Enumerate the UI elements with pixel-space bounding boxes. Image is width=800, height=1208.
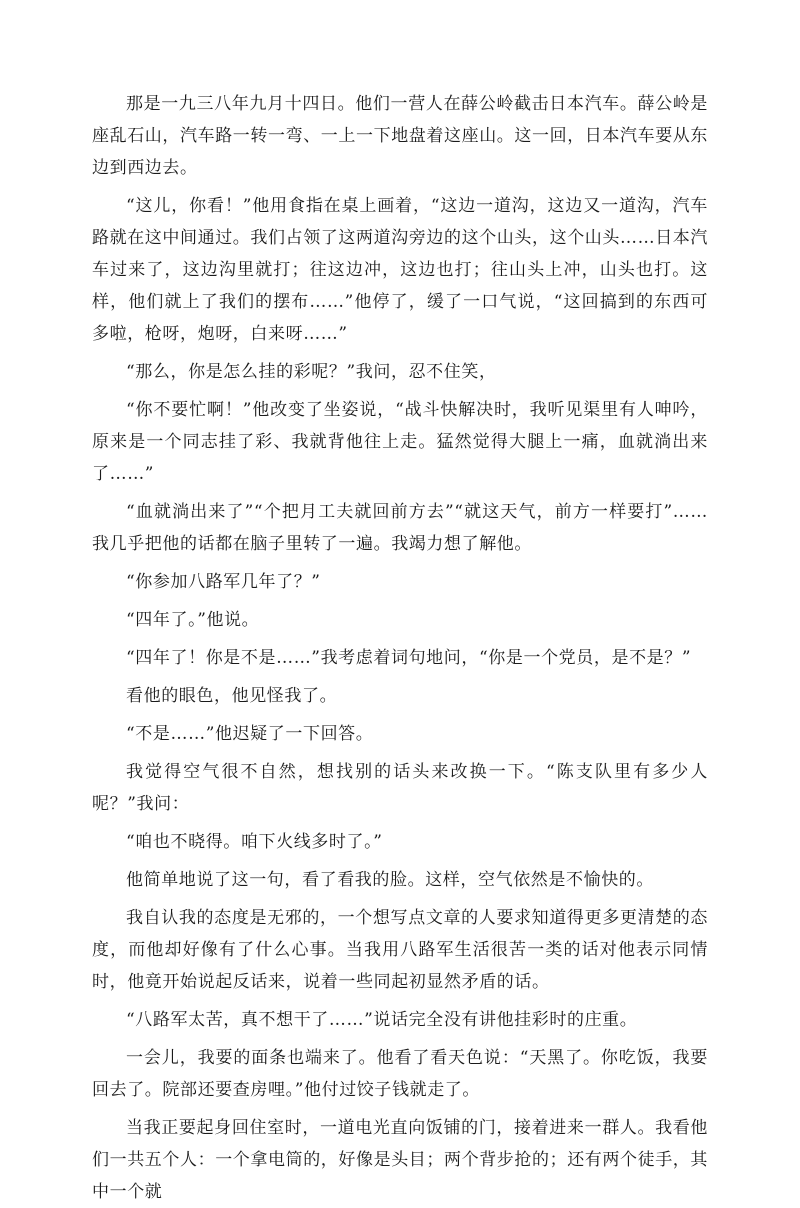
paragraph: “咱也不晓得。咱下火线多时了。” xyxy=(126,832,383,852)
paragraph: “这儿，你看！”他用食指在桌上画着，“这边一道沟，这边又一道沟，汽车路就在这中间通过。我们占领了这两道沟旁边的这个山头，这个山头……日本汽车过来了，这边沟里就打；往这边冲，这边也打；往山头上冲，山头也打。这样，他们就上了我们的摆布……”他停了，缓了一口气说，“这回搞到的东西可多啦，枪呀，炮呀，白来呀……” xyxy=(92,196,708,344)
paragraph: 那是一九三八年九月十四日。他们一营人在薛公岭截击日本汽车。薛公岭是座乱石山，汽车路一转一弯、一上一下地盘着这座山。这一回，日本汽车要从东边到西边去。 xyxy=(92,94,708,178)
paragraph: “血就淌出来了”“个把月工夫就回前方去”“就这天气，前方一样要打”……我几乎把他的话都在脑子里转了一遍。我竭力想了解他。 xyxy=(92,502,708,554)
paragraph: “八路军太苦，真不想干了……”说话完全没有讲他挂彩时的庄重。 xyxy=(126,1010,638,1030)
paragraph: “不是……”他迟疑了一下回答。 xyxy=(126,724,374,744)
paragraph: “你不要忙啊！”他改变了坐姿说，“战斗快解决时，我听见渠里有人呻吟，原来是一个同志挂了彩、我就背他往上走。猛然觉得大腿上一痛，血就淌出来了……” xyxy=(92,400,708,484)
paragraph: 当我正要起身回住室时，一道电光直向饭铺的门，接着进来一群人。我看他们一共五个人：一个拿电筒的，好像是头目；两个背步抢的；还有两个徒手，其中一个就 xyxy=(92,1118,708,1202)
paragraph: “四年了。”他说。 xyxy=(126,610,260,630)
paragraph: 我觉得空气很不自然，想找别的话头来改换一下。“陈支队里有多少人呢？”我问： xyxy=(92,762,708,814)
paragraph: 一会儿，我要的面条也端来了。他看了看天色说：“天黑了。你吃饭，我要回去了。院部还要查房哩。”他付过饺子钱就走了。 xyxy=(92,1048,708,1100)
paragraph: 我自认我的态度是无邪的，一个想写点文章的人要求知道得更多更清楚的态度，而他却好像有了什么心事。当我用八路军生活很苦一类的话对他表示同情时，他竟开始说起反话来，说着一些同起初显然矛盾的话。 xyxy=(92,908,708,992)
paragraph: “四年了！你是不是……”我考虑着词句地问，“你是一个党员，是不是？” xyxy=(126,648,692,668)
paragraph: “你参加八路军几年了？” xyxy=(126,572,321,592)
paragraph: 看他的眼色，他见怪我了。 xyxy=(126,686,338,706)
paragraph: “那么，你是怎么挂的彩呢？”我问，忍不住笑， xyxy=(126,362,497,382)
paragraph: 他简单地说了这一句，看了看我的脸。这样，空气依然是不愉快的。 xyxy=(126,870,654,890)
